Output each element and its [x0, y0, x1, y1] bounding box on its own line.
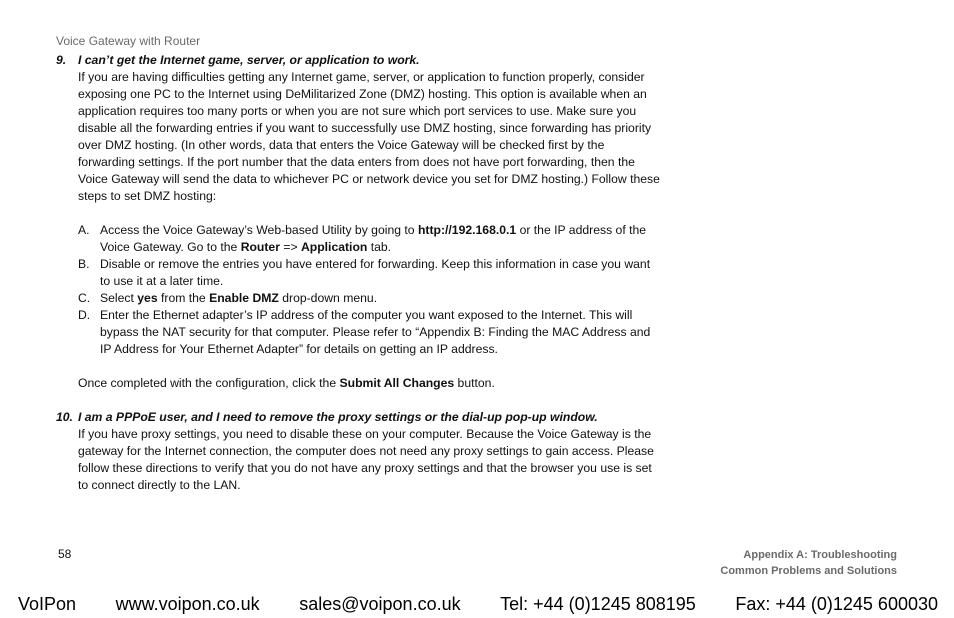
text-run: => [279, 240, 301, 254]
telephone-text: Tel: +44 (0)1245 808195 [500, 594, 696, 614]
url-text: http://192.168.0.1 [417, 223, 517, 237]
steps-list [78, 222, 662, 358]
step-text [100, 290, 662, 307]
text-run: Select [100, 291, 138, 305]
step-letter: B. [78, 257, 90, 271]
yes-option-text: yes [137, 291, 158, 305]
completed-instruction [78, 375, 662, 392]
question-title: I am a PPPoE user, and I need to remove the proxy settings or the dial-up pop-up window. [78, 410, 598, 424]
step-b [78, 256, 662, 290]
step-text: Enter the Ethernet adapter’s IP address of the computer you want exposed to the Internet. This will bypass the NAT security for that computer. Please refer to “Appendix B: Finding the MAC Address and IP Address for Your Ethernet Adapter” for details on getting an IP address. [100, 308, 651, 356]
text-run: button. [454, 376, 495, 390]
router-tab-text: Router [240, 240, 280, 254]
footer-line-2: Common Problems and Solutions [720, 565, 897, 577]
step-letter: A. [78, 223, 90, 237]
page-content [56, 52, 662, 494]
question-title: I can’t get the Internet game, server, or application to work. [78, 53, 420, 67]
footer-line-1: Appendix A: Troubleshooting [743, 549, 897, 561]
spacer [56, 392, 662, 409]
step-c [78, 290, 662, 307]
fax-text: Fax: +44 (0)1245 600030 [735, 594, 938, 614]
step-letter: D. [78, 308, 91, 322]
step-text: Disable or remove the entries you have entered for forwarding. Keep this information in case you want to use it at a later time. [100, 257, 651, 288]
page-number: 58 [58, 547, 72, 561]
text-run: tab. [367, 240, 392, 254]
text-run: from the [157, 291, 210, 305]
question-9-body: If you are having difficulties getting any Internet game, server, or application to function properly, consider exposing one PC to the Internet using DeMilitarized Zone (DMZ) hosting. This option is available when an application requires too many ports or when you are not sure which port services to use. Make sure you disable all the forwarding entries if you want to successfully use DMZ hosting, since forwarding has priority over DMZ hosting. (In other words, data that enters the Voice Gateway will be checked first by the forwarding settings. If the port number that the data enters from does not have port forwarding, then the Voice Gateway will send the data to whichever PC or network device you set for DMZ hosting.) Follow these steps to set DMZ hosting: [78, 70, 660, 203]
running-footer [720, 547, 897, 579]
submit-all-changes-text: Submit All Changes [339, 376, 455, 390]
step-d [78, 307, 662, 358]
company-name: VoIPon [18, 594, 77, 614]
email-text: sales@voipon.co.uk [299, 594, 461, 614]
question-9-heading [56, 52, 662, 69]
question-number: 9. [56, 53, 67, 67]
spacer [56, 358, 662, 375]
step-letter: C. [78, 291, 91, 305]
enable-dmz-text: Enable DMZ [209, 291, 279, 305]
text-run: drop-down menu. [278, 291, 378, 305]
text-run: Access the Voice Gateway’s Web-based Utility by going to [100, 223, 418, 237]
text-run: Once completed with the configuration, click the [78, 376, 340, 390]
step-text [100, 222, 662, 256]
website-text: www.voipon.co.uk [115, 594, 260, 614]
spacer [56, 205, 662, 222]
text-run: or the IP address of the Voice Gateway. Go to the [100, 223, 647, 254]
running-header: Voice Gateway with Router [56, 34, 201, 48]
question-number: 10. [56, 410, 73, 424]
step-a [78, 222, 662, 256]
application-tab-text: Application [300, 240, 368, 254]
contact-bar [18, 594, 938, 615]
question-10-body: If you have proxy settings, you need to disable these on your computer. Because the Voice Gateway is the gateway for the Internet connection, the computer does not need any proxy settings to gain access. Please follow these directions to verify that you do not have any proxy settings and that the browser you use is set to connect directly to the LAN. [78, 427, 654, 492]
question-10-heading [56, 409, 662, 426]
